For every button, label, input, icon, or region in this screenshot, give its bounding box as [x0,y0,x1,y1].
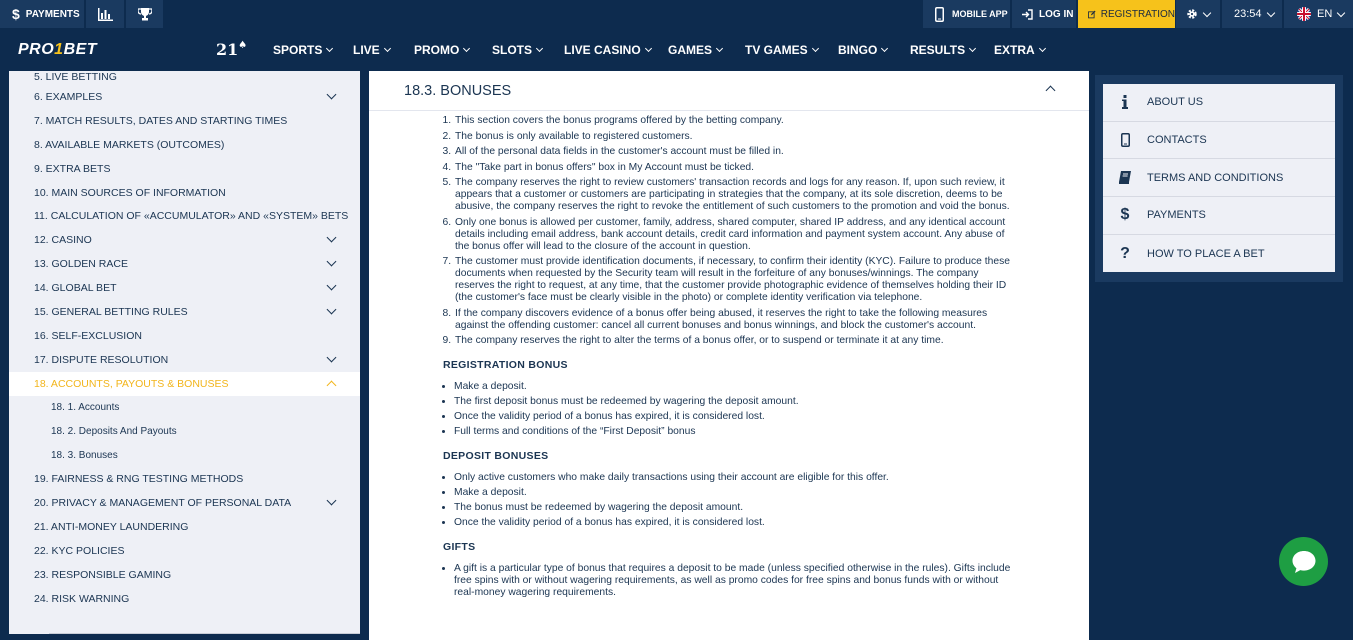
chevron-down-icon [327,233,337,243]
time-dropdown[interactable] [1222,0,1283,28]
sidebar-item-label: 7. MATCH RESULTS, DATES AND STARTING TIMES [34,114,288,127]
sidebar-item-label: 16. SELF-EXCLUSION [34,329,142,342]
info-menu-label: CONTACTS [1147,134,1207,147]
sidebar-item-label: 9. EXTRA BETS [34,162,111,175]
sidebar-item[interactable] [9,563,360,587]
mobile-phone-icon [935,7,944,22]
settings-dropdown[interactable] [1176,0,1221,28]
main-navigation [0,29,1353,71]
sidebar-item[interactable] [9,539,360,563]
gifts-heading: GIFTS [443,541,476,553]
nav-label: RESULTS [910,43,966,57]
sidebar-subitem[interactable] [9,443,360,467]
sidebar-item[interactable] [9,348,360,372]
nav-label: GAMES [668,43,713,57]
sidebar-item[interactable] [9,109,360,133]
chevron-down-icon [327,352,337,362]
section-header[interactable] [369,71,1089,111]
sidebar-item[interactable] [9,85,360,109]
book-icon [1103,171,1147,184]
login-label: LOG IN [1039,8,1074,20]
dollar-icon: $ [1120,206,1130,224]
live-chat-button[interactable] [1279,537,1328,586]
language-dropdown[interactable] [1284,0,1353,28]
rule-item: 4. The "Take part in bonus offers" box in My Account must be ticked. [454,162,1015,174]
sidebar-item[interactable] [9,181,360,205]
nav-21-games[interactable] [216,40,247,59]
mobile-app-label: MOBILE APP [952,9,1008,19]
sidebar-item[interactable] [9,71,360,85]
list-item: • Once the validity period of a bonus has expired, it is considered lost. [454,517,1015,529]
list-item: • Once the validity period of a bonus has expired, it is considered lost. [454,411,1015,423]
nav-label: PROMO [414,43,460,57]
list-item: • The bonus must be redeemed by wagering the deposit amount. [454,502,1015,514]
nav-label: LIVE [353,43,380,57]
chevron-down-icon [384,45,391,52]
sidebar-item[interactable] [9,515,360,539]
section-title: 18.3. BONUSES [404,82,512,99]
chevron-down-icon [1337,8,1345,16]
chevron-up-icon[interactable] [1046,86,1056,96]
sidebar-item-label: 5. LIVE BETTING [34,71,117,83]
chevron-down-icon [326,45,333,52]
sidebar-item-label: 12. CASINO [34,234,92,247]
gear-icon [1186,8,1198,20]
sidebar-item-label: 15. GENERAL BETTING RULES [34,305,188,318]
sidebar-subitem[interactable] [9,396,360,420]
chevron-down-icon [536,45,543,52]
phone-icon [1103,133,1147,147]
sidebar-item[interactable] [9,276,360,300]
nav-label: SPORTS [273,43,323,57]
info-menu-about-us[interactable] [1103,84,1335,122]
chevron-down-icon [1266,8,1274,16]
chevron-down-icon [716,45,723,52]
sidebar-item-label: 19. FAIRNESS & RNG TESTING METHODS [34,473,244,486]
nav-label: LIVE CASINO [564,43,641,57]
chevron-down-icon [463,45,470,52]
sidebar-item-label: 18. 1. Accounts [51,402,120,414]
sidebar-item[interactable] [9,204,360,228]
sidebar-item-label: 11. CALCULATION OF «ACCUMULATOR» AND «SYSTEM» BETS [34,210,349,223]
list-item: • Full terms and conditions of the “First Deposit” bonus [454,426,1015,438]
rules-sidebar [9,71,360,634]
sidebar-item[interactable] [9,324,360,348]
bar-chart-icon [98,8,113,21]
info-menu-terms[interactable] [1103,159,1335,197]
logo-text: BET [63,41,98,58]
logo-text: PRO [18,41,55,58]
nav-games[interactable] [668,43,722,57]
payments-link[interactable] [0,0,85,28]
sidebar-item-label: 10. MAIN SOURCES OF INFORMATION [34,186,226,199]
rule-item: 5. The company reserves the right to review customers' transaction records and logs for any reason. If, upon such review, it appears that a customer or customers are participating in strategies that the company, at its sole discretion, deems to be abusive, the company reserves the right to revoke the entitlement of such customers to the promotion and void the bonus. [454,177,1015,213]
info-menu-label: PAYMENTS [1147,209,1206,222]
info-menu-payments[interactable] [1103,197,1335,235]
clock-time: 23:54 [1234,8,1262,20]
top-bar [0,0,1353,28]
login-icon [1022,9,1033,20]
nav-label: TV GAMES [745,43,808,57]
nav-label: BINGO [838,43,878,57]
rules-content [369,71,1089,640]
language-label: EN [1317,8,1333,20]
chevron-down-icon [327,281,337,291]
statistics-button[interactable] [86,0,125,28]
nav-sports[interactable] [273,43,332,57]
info-menu-label: ABOUT US [1147,96,1204,109]
section-body [369,111,1089,599]
chevron-down-icon [327,257,337,267]
edit-icon [1088,9,1096,20]
sidebar-item[interactable] [9,587,360,611]
sidebar-item[interactable] [9,133,360,157]
list-item: • The first deposit bonus must be redeemed by wagering the deposit amount. [454,396,1015,408]
rule-item: 9. The company reserves the right to alter the terms of a bonus offer, or to suspend or terminate it at any time. [454,335,1015,347]
list-item: • Make a deposit. [454,487,1015,499]
rule-item: 3. All of the personal data fields in the customer's account must be filled in. [454,146,1015,158]
login-button[interactable] [1012,0,1077,28]
list-item: • Only active customers who make daily transactions using their account are eligible for this offer. [454,472,1015,484]
info-menu-how-to-bet[interactable] [1103,235,1335,273]
chevron-down-icon [327,90,337,100]
nav-21-label: 21 [216,40,239,59]
nav-promo[interactable] [414,43,469,57]
nav-tv-games[interactable] [745,43,818,57]
chevron-down-icon [327,305,337,315]
registration-bonus-heading: REGISTRATION BONUS [443,359,568,371]
sidebar-item[interactable] [9,228,360,252]
sidebar-item-active[interactable] [9,372,360,396]
registration-label: REGISTRATION [1100,8,1175,20]
chevron-down-icon [812,45,819,52]
registration-bonus-list [443,381,1015,438]
trophy-button[interactable] [126,0,164,28]
nav-bingo[interactable] [838,43,887,57]
trophy-icon [138,8,152,21]
sidebar-item-label: 17. DISPUTE RESOLUTION [34,353,169,366]
chevron-down-icon [1203,8,1211,16]
sidebar-item-label: 22. KYC POLICIES [34,544,125,557]
nav-extra[interactable] [994,43,1045,57]
info-menu-contacts[interactable] [1103,122,1335,160]
nav-label: SLOTS [492,43,533,57]
sidebar-item[interactable] [9,467,360,491]
uk-flag-icon [1297,7,1311,21]
rule-item: 2. The bonus is only available to registered customers. [454,131,1015,143]
chevron-down-icon [645,45,652,52]
rule-item: 8. If the company discovers evidence of a bonus offer being abused, it reserves the right to take the following measures against the offending customer: cancel all current bonuses and bonus winnings, and block the customer's account. [454,308,1015,332]
rule-item: 1. This section covers the bonus programs offered by the betting company. [454,115,1015,127]
sidebar-item-label: 8. AVAILABLE MARKETS (OUTCOMES) [34,138,225,151]
site-logo[interactable] [18,41,97,59]
gifts-list [443,563,1015,599]
chevron-down-icon [327,496,337,506]
payments-label: PAYMENTS [25,8,80,20]
nav-live-casino[interactable] [564,43,651,57]
info-menu [1095,75,1343,282]
sidebar-item[interactable] [9,491,360,515]
deposit-bonuses-heading: DEPOSIT BONUSES [443,450,549,462]
sidebar-subitem[interactable] [9,419,360,443]
dollar-icon: $ [12,6,20,22]
nav-label: EXTRA [994,43,1035,57]
list-item: • Make a deposit. [454,381,1015,393]
nav-results[interactable] [910,43,975,57]
sidebar-item-label: 18. ACCOUNTS, PAYOUTS & BONUSES [34,377,229,390]
sidebar-item-label: 14. GLOBAL BET [34,282,117,295]
chevron-down-icon [1039,45,1046,52]
logo-text: 1 [54,41,64,58]
sidebar-item-label: 6. EXAMPLES [34,90,103,103]
sidebar-item-label: 18. 3. Bonuses [51,449,118,461]
rule-item: 6. Only one bonus is allowed per customer, family, address, shared computer, shared IP address, and any identical account details including email address, bank account details, credit card information and payment system account. Any abuse of the bonus offer will lead to the closure of the account in question. [454,217,1015,253]
deposit-bonuses-list [443,472,1015,529]
sidebar-item-label: 18. 2. Deposits And Payouts [51,425,177,437]
sidebar-item-label: 20. PRIVACY & MANAGEMENT OF PERSONAL DATA [34,497,292,510]
sidebar-item-label: 24. RISK WARNING [34,592,130,605]
sidebar-item[interactable] [9,252,360,276]
sidebar-item-label: 21. ANTI-MONEY LAUNDERING [34,520,189,533]
list-item: • A gift is a particular type of bonus that requires a deposit to be made (unless specified otherwise in the rules). Gifts include free spins with or without wagering requirements, as well as promo codes for free spins and bonus funds with or without real-money wagering requirements. [454,563,1015,599]
rule-item: 7. The customer must provide identification documents, if necessary, to confirm their identity (KYC). Failure to produce these documents when requested by the Security team will result in the forfeiture of any bonuses/winnings. The company reserves the right to request, at any time, that the customer provide photographic evidence of themselves holding their ID (the customer's face must be clearly visible in the photo) or complete identity verification via telephone. [454,256,1015,304]
chevron-up-icon [327,380,337,390]
chat-bubble-icon [1291,550,1317,574]
sidebar-item-label: 13. GOLDEN RACE [34,258,128,271]
info-menu-label: TERMS AND CONDITIONS [1147,171,1284,184]
nav-live[interactable] [353,43,390,57]
divider [49,633,360,634]
sidebar-item-label: 23. RESPONSIBLE GAMING [34,568,172,581]
mobile-app-link[interactable] [923,0,1011,28]
nav-slots[interactable] [492,43,542,57]
chevron-down-icon [969,45,976,52]
question-icon: ? [1120,244,1130,262]
sidebar-item[interactable] [9,157,360,181]
info-icon [1103,95,1147,109]
rules-list [443,115,1015,347]
info-menu-label: HOW TO PLACE A BET [1147,247,1265,260]
registration-button[interactable] [1078,0,1175,28]
chevron-down-icon [881,45,888,52]
sidebar-item[interactable] [9,300,360,324]
spade-icon: ♠ [238,40,248,51]
